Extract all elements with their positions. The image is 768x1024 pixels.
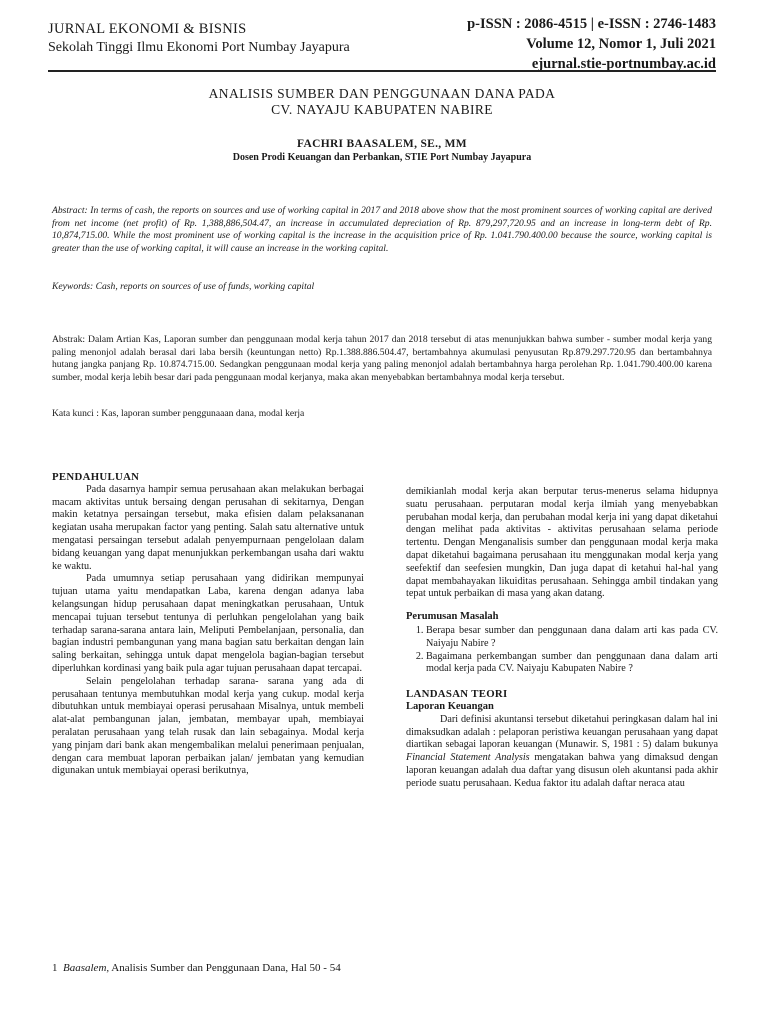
landasan-text-1: Dari definisi akuntansi tersebut diketahui peringkasan dalam hal ini dimaksudkan adalah : pelaporan peristiwa keuangan perusahaan yang dapat diartikan sebagai laporan keuangan (Munawir. S, 1981 : 5) dalam bukunya — [406, 713, 718, 751]
list-item: 2. Bagaimana perkembangan sumber dan penggunaan dana dalam arti modal kerja pada CV. Naiyaju Kabupaten Nabire ? — [426, 651, 718, 677]
footer-text: Analisis Sumber dan Penggunaan Dana, Hal 50 - 54 — [111, 962, 341, 974]
section-heading-perumusan: Perumusan Masalah — [406, 611, 499, 623]
section-heading-landasan: LANDASAN TEORI — [406, 688, 508, 701]
intro-paragraph-1: Pada dasarnya hampir semua perusahaan akan melakukan berbagai macam aktivitas untuk bersaing dengan perusahan di sekitarnya, Dengan makin ketatnya persaingan tersebut, maka efisien dalam pelaksananan kegiatan usaha merupakan factor yang penting. Salah satu alternative untuk mengatasi persaingan tersebut adalah penyempurnaan pengelolaan dalam bidang keuangan yang dapat menunjukkan perkembangan usaha dari waktu ke waktu. — [52, 483, 364, 572]
title-line-1: ANALISIS SUMBER DAN PENGGUNAAN DANA PADA — [208, 86, 556, 101]
header-divider — [48, 70, 716, 72]
keywords-indonesian: Kata kunci : Kas, laporan sumber penggunaaan dana, modal kerja — [52, 408, 305, 419]
institution-name: Sekolah Tinggi Ilmu Ekonomi Port Numbay Jayapura — [48, 40, 350, 55]
footer-author: Baasalem, — [63, 962, 110, 974]
title-line-2: CV. NAYAJU KABUPATEN NABIRE — [271, 102, 493, 117]
abstract-indonesian: Abstrak: Dalam Artian Kas, Laporan sumber dan penggunaan modal kerja tahun 2017 dan 2018 tersebut di atas menunjukkan bahwa sumber - sumber modal kerja yang paling menonjol adalah berasal dari laba bersih (keuntungan netto) Rp.1.388.886.504.47, bertambahnya akumulasi penyusutan Rp.879.297.720.95 dan bertambahnya hutang jangka panjang Rp. 10.874.715.00. Sedangkan penggunaan modal kerja yang paling menonjol adalah bertambahnya harga perolehan Rp. 1.041.790.400.00 karena sumber, modal kerja lebih besar dari pada penggunaan modal kerjanya, maka akan menyebabkan bertambahnya modal kerja tersebut. — [52, 334, 712, 383]
landasan-paragraph — [406, 714, 718, 791]
website-line: ejurnal.stie-portnumbay.ac.id — [531, 56, 716, 72]
continued-paragraph: demikianlah modal kerja akan berputar terus-menerus selama hidupnya suatu perusahaan. perputaran modal kerja ilmiah yang menyebabkan perubahan modal kerja, dan perubahan modal kerja ini yang dapat diketahui dengan melihat pada aktivitas - aktivitas perusahaan selama periode tertentu. Dengan Menganalisis sumber dan penggunaan modal kerja maka dapat diketahui bagaimana perusahaan itu menggunakan modal kerja yang seefektif dan seefesien mungkin, Dan juga dapat di ketahui hal-hal yang dapat membahayakan likuiditas perusahaan. Sehingga ambil tindakan yang tepat untuk perbaikan di masa yang akan datang. — [406, 486, 718, 600]
journal-name: JURNAL EKONOMI & BISNIS — [48, 21, 247, 37]
page-footer — [52, 962, 341, 974]
paper-title — [48, 86, 716, 118]
author-affiliation: Dosen Prodi Keuangan dan Perbankan, STIE Port Numbay Jayapura — [232, 152, 532, 163]
subsection-heading-laporan: Laporan Keuangan — [406, 700, 494, 712]
intro-paragraph-2: Pada umumnya setiap perusahaan yang didirikan mempunyai tujuan utama yaitu mendapatkan Laba, karena dengan adanya laba kelangsungan hidup perusahaan dapat meningkatkan perusahaan, Untuk mencapai tujuan tersebut tentunya di perluhkan pengelolahan yang baik terhadap sarana-sarana antara lain, Meliputi Pembelanjaan, personalia, dan bagian industri pembangunan yang mana bagian satu berkaitan dengan lain saling berkaitan, sehingga untuk dapat mengelola bagian-bagian tersebut diperluhkan kordinasi yang baik pula agar tujuan perusahaan dapat tercapai. — [52, 573, 364, 674]
problem-list — [406, 625, 718, 676]
volume-line: Volume 12, Nomor 1, Juli 2021 — [526, 36, 716, 52]
intro-paragraph-3: Selain pengelolahan terhadap sarana- sarana yang ada di perusahaan tentunya membutuhkan modal kerja yang cukup. modal kerja dibutuhkan untuk membiayai operasi perusahaan Misalnya, untuk membeli alat-alat pembangunan jalan, jembatan, membayar upah, membiayai peralatan perusahaan yang telah rusak dan lain sebagainya. Modal kerja yang pinjam dari bank akan mengembalikan melalui penerimaan penjualan, dengan cara membuat laporan perbaikan jalan/ jembatan yang kemudian digunakan untuk membiayai operasi berikutnya, — [52, 675, 364, 777]
author-name: FACHRI BAASALEM, SE., MM — [297, 138, 467, 150]
abstract-english: Abstract: In terms of cash, the reports on sources and use of working capital in 2017 and 2018 above show that the most prominent sources of working capital are derived from net income (net profit) of Rp. 1,388,886,504.47, an increase in accumulated depreciation of Rp. 879,297,720.95 and an increase in long-term debt of Rp. 10,874,715.00. While the most prominent use of working capital is the increase in the acquisition price of Rp. 1.041.790.400.00 because the source, working capital is greater than the use of working capital, it will cause an increase in the working capital. — [52, 205, 712, 254]
section-heading-pendahuluan: PENDAHULUAN — [52, 471, 140, 483]
landasan-text-2: mengatakan bahwa yang dimaksud dengan laporan keuangan adalah dua daftar yang disusun oleh akuntansi pada akhir periode suatu perusahaan. Kedua faktor itu adalah daftar neraca atau — [406, 752, 718, 789]
body-right-column — [406, 486, 718, 791]
journal-header-right — [386, 14, 716, 74]
keywords-english: Keywords: Cash, reports on sources of use of funds, working capital — [52, 281, 315, 292]
journal-header-left — [48, 20, 428, 57]
issn-line: p-ISSN : 2086-4515 | e-ISSN : 2746-1483 — [467, 16, 716, 32]
page-number: 1 — [52, 962, 58, 974]
body-left-column — [52, 471, 364, 778]
list-item: 1. Berapa besar sumber dan penggunaan dana dalam arti kas pada CV. Naiyaju Nabire ? — [426, 625, 718, 651]
book-title: Financial Statement Analysis — [406, 752, 530, 764]
